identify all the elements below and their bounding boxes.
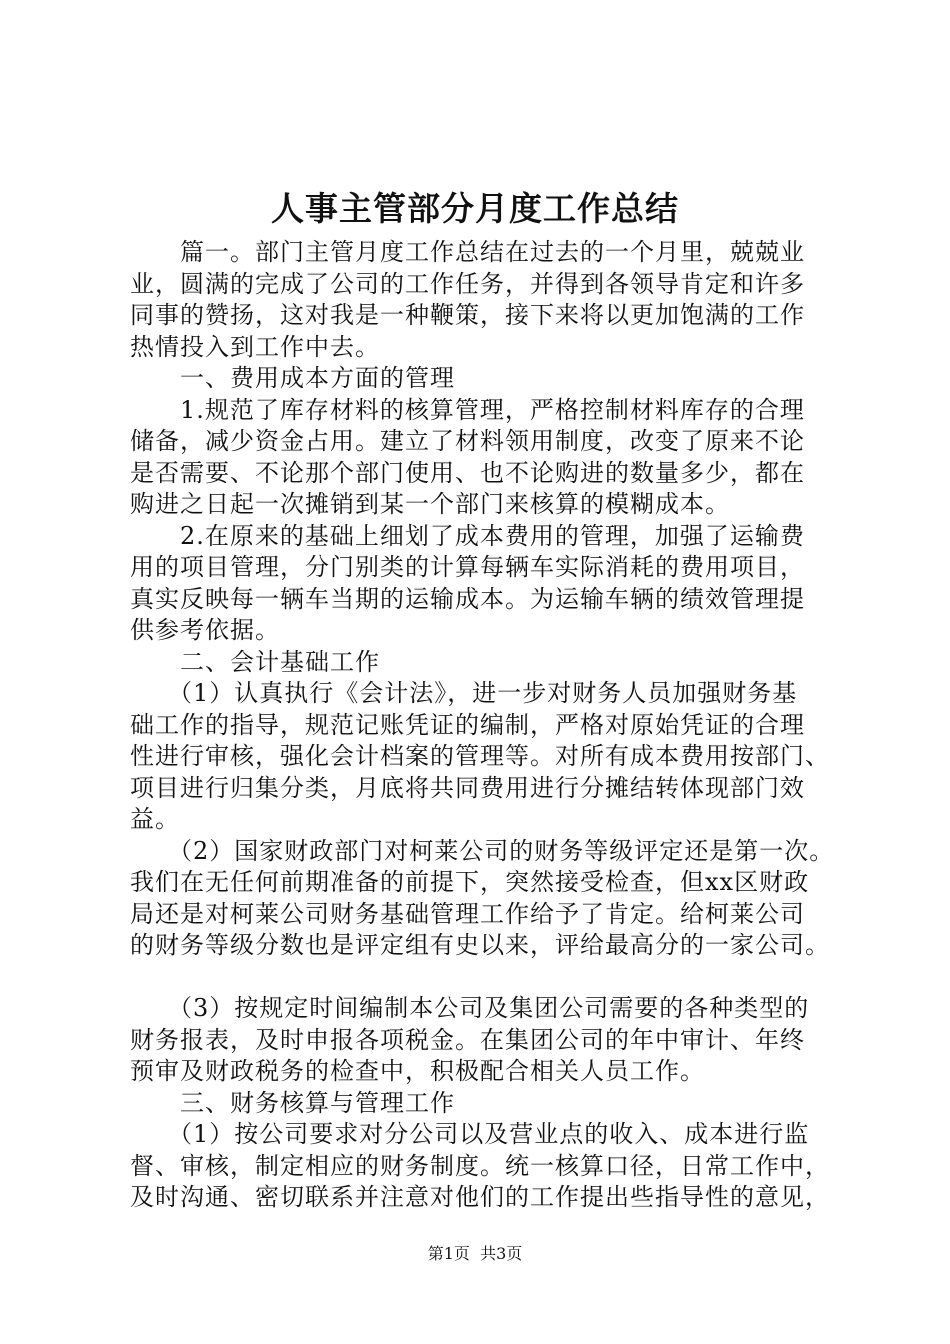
- body-line: 的财务等级分数也是评定组有史以来，评给最高分的一家公司。: [130, 931, 830, 959]
- body-line: 项目进行归集分类，月底将共同费用进行分摊结转体现部门效: [130, 773, 805, 802]
- body-line: 我们在无任何前期准备的前提下，突然接受检查，但xx区财政: [130, 868, 810, 896]
- body-line: 是否需要、不论那个部门使用、也不论购进的数量多少，都在: [130, 458, 805, 487]
- body-line: 2.在原来的基础上细划了成本费用的管理，加强了运输费: [130, 521, 805, 550]
- body-line: 热情投入到工作中去。: [130, 332, 380, 361]
- body-line: 储备，减少资金占用。建立了材料领用制度，改变了原来不论: [130, 427, 805, 455]
- body-line: 1.规范了库存材料的核算管理，严格控制材料库存的合理: [130, 395, 805, 424]
- body-line: 用的项目管理，分门别类的计算每辆车实际消耗的费用项目，: [130, 553, 805, 581]
- body-line: 础工作的指导，规范记账凭证的编制，严格对原始凭证的合理: [130, 710, 805, 739]
- body-line: 及时沟通、密切联系并注意对他们的工作提出些指导性的意见，: [130, 1183, 830, 1211]
- body-line: 预审及财政税务的检查中，积极配合相关人员工作。: [130, 1057, 705, 1085]
- body-line: 三、财务核算与管理工作: [130, 1088, 455, 1117]
- page-total: 共3页: [480, 1244, 523, 1263]
- body-line: 真实反映每一辆车当期的运输成本。为运输车辆的绩效管理提: [130, 584, 805, 613]
- body-line: 业，圆满的完成了公司的工作任务，并得到各领导肯定和许多: [130, 269, 805, 298]
- body-line: 篇一。部门主管月度工作总结在过去的一个月里，兢兢业: [130, 238, 805, 266]
- body-line: 财务报表，及时申报各项税金。在集团公司的年中审计、年终: [130, 1025, 805, 1054]
- body-line: （1）认真执行《会计法》，进一步对财务人员加强财务基: [130, 679, 798, 707]
- body-line: 同事的赞扬，这对我是一种鞭策，接下来将以更加饱满的工作: [130, 301, 805, 329]
- document-title: 人事主管部分月度工作总结: [271, 189, 679, 228]
- body-line: 二、会计基础工作: [130, 647, 380, 676]
- body-line: 供参考依据。: [130, 616, 280, 644]
- body-line: 一、费用成本方面的管理: [130, 364, 455, 392]
- body-line: （3）按规定时间编制本公司及集团公司需要的各种类型的: [130, 994, 810, 1022]
- page-number: 第1页: [427, 1244, 470, 1263]
- body-line: 购进之日起一次摊销到某一个部门来核算的模糊成本。: [130, 490, 730, 518]
- page-footer: [0, 1243, 950, 1265]
- body-line: （2）国家财政部门对柯莱公司的财务等级评定还是第一次。: [130, 836, 835, 865]
- body-line: 局还是对柯莱公司财务基础管理工作给予了肯定。给柯莱公司: [130, 899, 805, 928]
- body-line: 益。: [130, 805, 180, 833]
- body-line: 督、审核，制定相应的财务制度。统一核算口径，日常工作中，: [130, 1151, 830, 1180]
- body-line: 性进行审核，强化会计档案的管理等。对所有成本费用按部门、: [130, 742, 830, 770]
- body-line: （1）按公司要求对分公司以及营业点的收入、成本进行监: [130, 1120, 810, 1148]
